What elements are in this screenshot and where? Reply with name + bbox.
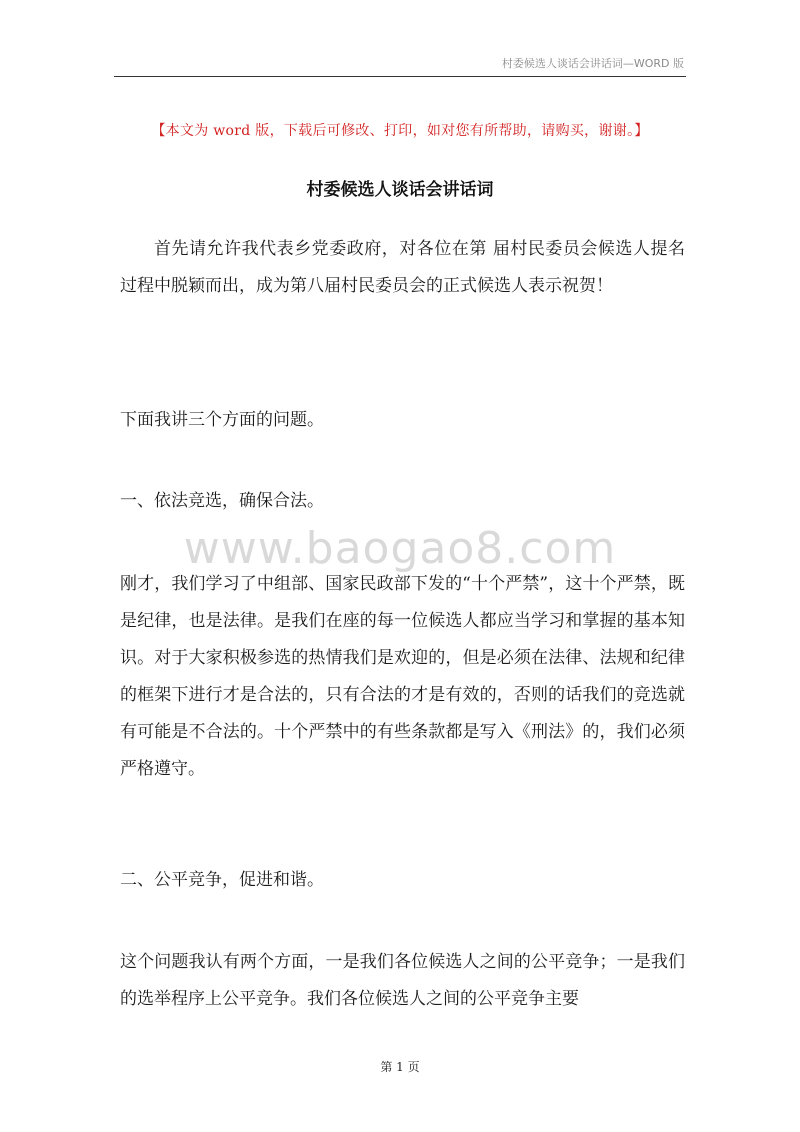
document-title: 村委候选人谈话会讲话词 [306, 180, 494, 200]
download-notice: 【本文为 word 版，下载后可修改、打印，如对您有所帮助，请购买，谢谢。】 [151, 123, 649, 139]
paragraph-intro: 首先请允许我代表乡党委政府，对各位在第 届村民委员会候选人提名过程中脱颖而出，成为第八届村民委员会的正式候选人表示祝贺！ [120, 239, 685, 296]
running-header: 村委候选人谈话会讲话词—WORD 版 [501, 57, 684, 70]
page-number: 第 1 页 [380, 1060, 420, 1074]
paragraph-overview: 下面我讲三个方面的问题。 [120, 410, 324, 430]
section-heading-1: 一、依法竞选，确保合法。 [120, 491, 324, 511]
paragraph-section-1-body: 刚才，我们学习了中组部、国家民政部下发的“十个严禁”，这十个严禁，既是纪律，也是法律。是我们在座的每一位候选人都应当学习和掌握的基本知识。对于大家积极参选的热情我们是欢迎的，但是必须在法律、法规和纪律的框架下进行才是合法的，只有合法的才是有效的，否则的话我们的竞选就有可能是不合法的。十个严禁中的有些条款都是写入《刑法》的，我们必须严格遵守。 [120, 574, 685, 779]
watermark: www.baogao8.com [183, 523, 617, 574]
section-heading-2: 二、公平竞争，促进和谐。 [120, 870, 324, 890]
header-divider [114, 76, 686, 77]
paragraph-section-2-body: 这个问题我认有两个方面，一是我们各位候选人之间的公平竞争；一是我们的选举程序上公平竞争。我们各位候选人之间的公平竞争主要 [120, 952, 685, 1009]
